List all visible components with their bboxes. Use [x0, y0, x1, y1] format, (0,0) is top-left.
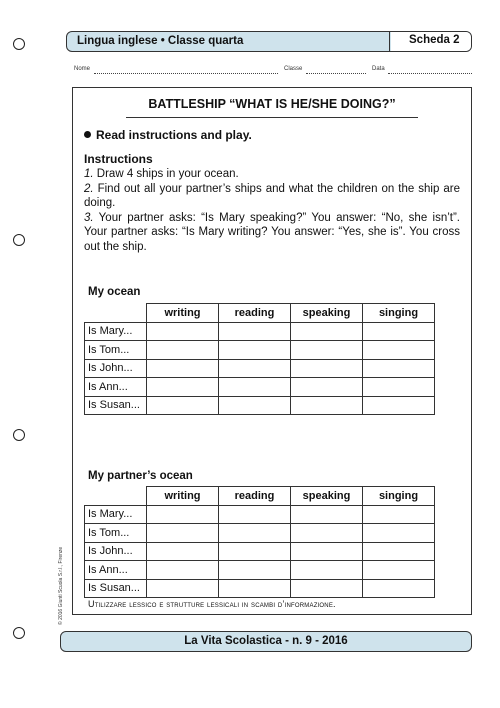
bullet-icon	[84, 131, 91, 138]
grid-cell[interactable]	[147, 524, 219, 543]
grid-header-row	[85, 487, 435, 506]
date-field[interactable]	[388, 73, 472, 74]
grid-cell[interactable]	[147, 359, 219, 378]
grid-cell[interactable]	[147, 579, 219, 598]
grid-cell[interactable]	[147, 561, 219, 580]
binder-hole	[13, 627, 25, 639]
row-label: Is John...	[85, 542, 147, 561]
col-header: reading	[219, 304, 291, 323]
binder-hole	[13, 429, 25, 441]
grid-cell[interactable]	[219, 322, 291, 341]
row-label: Is Ann...	[85, 378, 147, 397]
row-label: Is Susan...	[85, 396, 147, 415]
row-label: Is Mary...	[85, 322, 147, 341]
grid-cell[interactable]	[291, 505, 363, 524]
grid-cell[interactable]	[291, 341, 363, 360]
row-label: Is Tom...	[85, 524, 147, 543]
grid-cell[interactable]	[363, 579, 435, 598]
page-header	[66, 31, 472, 52]
my-ocean-grid	[84, 303, 435, 415]
class-label: Classe	[284, 66, 303, 72]
instruction-step: 1. Draw 4 ships in your ocean.	[84, 168, 239, 180]
grid-cell[interactable]	[363, 561, 435, 580]
grid-cell[interactable]	[363, 542, 435, 561]
col-header: reading	[219, 487, 291, 506]
grid-cell[interactable]	[291, 378, 363, 397]
col-header: singing	[363, 487, 435, 506]
sheet-box	[391, 32, 471, 51]
read-instruction: Read instructions and play.	[84, 128, 252, 142]
my-ocean-label: My ocean	[88, 286, 141, 298]
table-row	[85, 396, 435, 415]
subject-label: Lingua inglese • Classe quarta	[77, 35, 244, 47]
grid-cell[interactable]	[363, 396, 435, 415]
grid-cell[interactable]	[219, 579, 291, 598]
grid-cell[interactable]	[219, 396, 291, 415]
table-row	[85, 524, 435, 543]
table-row	[85, 579, 435, 598]
grid-cell[interactable]	[147, 322, 219, 341]
table-row	[85, 341, 435, 360]
grid-cell[interactable]	[291, 396, 363, 415]
name-field[interactable]	[94, 73, 278, 74]
partner-ocean-grid	[84, 486, 435, 598]
grid-cell[interactable]	[291, 561, 363, 580]
row-label: Is Mary...	[85, 505, 147, 524]
student-fields	[74, 66, 472, 78]
grid-cell[interactable]	[219, 542, 291, 561]
table-row	[85, 542, 435, 561]
grid-cell[interactable]	[291, 322, 363, 341]
grid-cell[interactable]	[219, 561, 291, 580]
binder-hole	[13, 38, 25, 50]
copyright-note: © 2016 Giunti Scuola S.r.l., Firenze	[58, 546, 64, 625]
name-label: Nome	[74, 66, 91, 72]
grid-cell[interactable]	[219, 505, 291, 524]
col-header: writing	[147, 487, 219, 506]
grid-cell[interactable]	[147, 396, 219, 415]
grid-cell[interactable]	[363, 322, 435, 341]
page-title: BATTLESHIP “WHAT IS HE/SHE DOING?”	[148, 97, 396, 111]
grid-cell[interactable]	[291, 359, 363, 378]
binder-hole	[13, 234, 25, 246]
table-row	[85, 322, 435, 341]
footer-label: La Vita Scolastica - n. 9 - 2016	[184, 635, 348, 647]
grid-cell[interactable]	[219, 341, 291, 360]
row-label: Is John...	[85, 359, 147, 378]
table-row	[85, 505, 435, 524]
row-label: Is Tom...	[85, 341, 147, 360]
grid-cell[interactable]	[363, 359, 435, 378]
col-header: speaking	[291, 487, 363, 506]
grid-cell[interactable]	[147, 341, 219, 360]
table-row	[85, 359, 435, 378]
grid-header-row	[85, 304, 435, 323]
grid-cell[interactable]	[291, 524, 363, 543]
grid-cell[interactable]	[363, 505, 435, 524]
grid-cell[interactable]	[363, 341, 435, 360]
table-row	[85, 378, 435, 397]
instruction-step: 2. Find out all your partner’s ships and what the children on the ship are doing.	[84, 182, 460, 209]
class-field[interactable]	[306, 73, 366, 74]
title-underline	[126, 117, 418, 118]
instruction-step: 3. Your partner asks: “Is Mary speaking?” You answer: “No, she isn’t”. Your partner asks: “Is Mary writing? You answer: “Yes, she is”. You cross out the ship.	[84, 211, 460, 253]
instructions-heading: Instructions	[84, 152, 153, 166]
page-footer	[60, 631, 472, 652]
table-row	[85, 561, 435, 580]
grid-cell[interactable]	[291, 579, 363, 598]
date-label: Data	[372, 66, 385, 72]
row-label: Is Susan...	[85, 579, 147, 598]
col-header: singing	[363, 304, 435, 323]
col-header: writing	[147, 304, 219, 323]
partner-ocean-label: My partner’s ocean	[88, 470, 193, 482]
grid-cell[interactable]	[147, 505, 219, 524]
grid-cell[interactable]	[219, 359, 291, 378]
grid-cell[interactable]	[147, 378, 219, 397]
grid-cell[interactable]	[363, 524, 435, 543]
row-label: Is Ann...	[85, 561, 147, 580]
sheet-label: Scheda 2	[409, 34, 460, 46]
grid-cell[interactable]	[147, 542, 219, 561]
instructions-text	[84, 167, 460, 254]
grid-cell[interactable]	[219, 378, 291, 397]
learning-objective: Utilizzare lessico e strutture lessicali in scambi d’informazione.	[88, 599, 336, 609]
grid-cell[interactable]	[363, 378, 435, 397]
grid-cell[interactable]	[219, 524, 291, 543]
col-header: speaking	[291, 304, 363, 323]
grid-cell[interactable]	[291, 542, 363, 561]
